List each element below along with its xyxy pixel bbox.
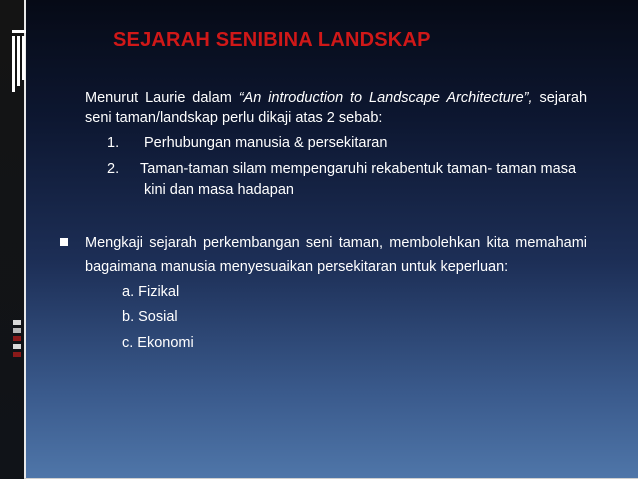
slide-title: SEJARAH SENIBINA LANDSKAP [113, 29, 431, 51]
intro-line-1 [85, 88, 587, 108]
reason-2-text: Taman-taman silam mempengaruhi rekabentuk taman- taman masa [140, 161, 577, 177]
decorative-bars-top [12, 30, 26, 92]
reason-2-number: 2. [107, 161, 120, 177]
intro-suffix: sejarah [539, 90, 588, 106]
reason-1-number: 1. [107, 135, 120, 151]
need-item-social: b. Sosial [122, 309, 178, 325]
reason-2-continuation: kini dan masa hadapan [144, 182, 294, 198]
decorative-blocks-bottom [13, 320, 23, 360]
reason-1-text: Perhubungan manusia & persekitaran [144, 135, 388, 151]
bullet-line-2: bagaimana manusia menyesuaikan persekitaran untuk keperluan: [85, 259, 509, 275]
intro-line-2: seni taman/landskap perlu dikaji atas 2 sebab: [85, 110, 383, 126]
bullet-square-icon [60, 238, 68, 246]
need-item-physical: a. Fizikal [122, 284, 180, 300]
book-title: “An introduction to Landscape Architecture”, [238, 90, 533, 106]
bullet-line-1: Mengkaji sejarah perkembangan seni taman, membolehkan kita memahami [85, 235, 587, 251]
intro-prefix: Menurut Laurie dalam [85, 90, 232, 106]
need-item-economic: c. Ekonomi [122, 335, 194, 351]
